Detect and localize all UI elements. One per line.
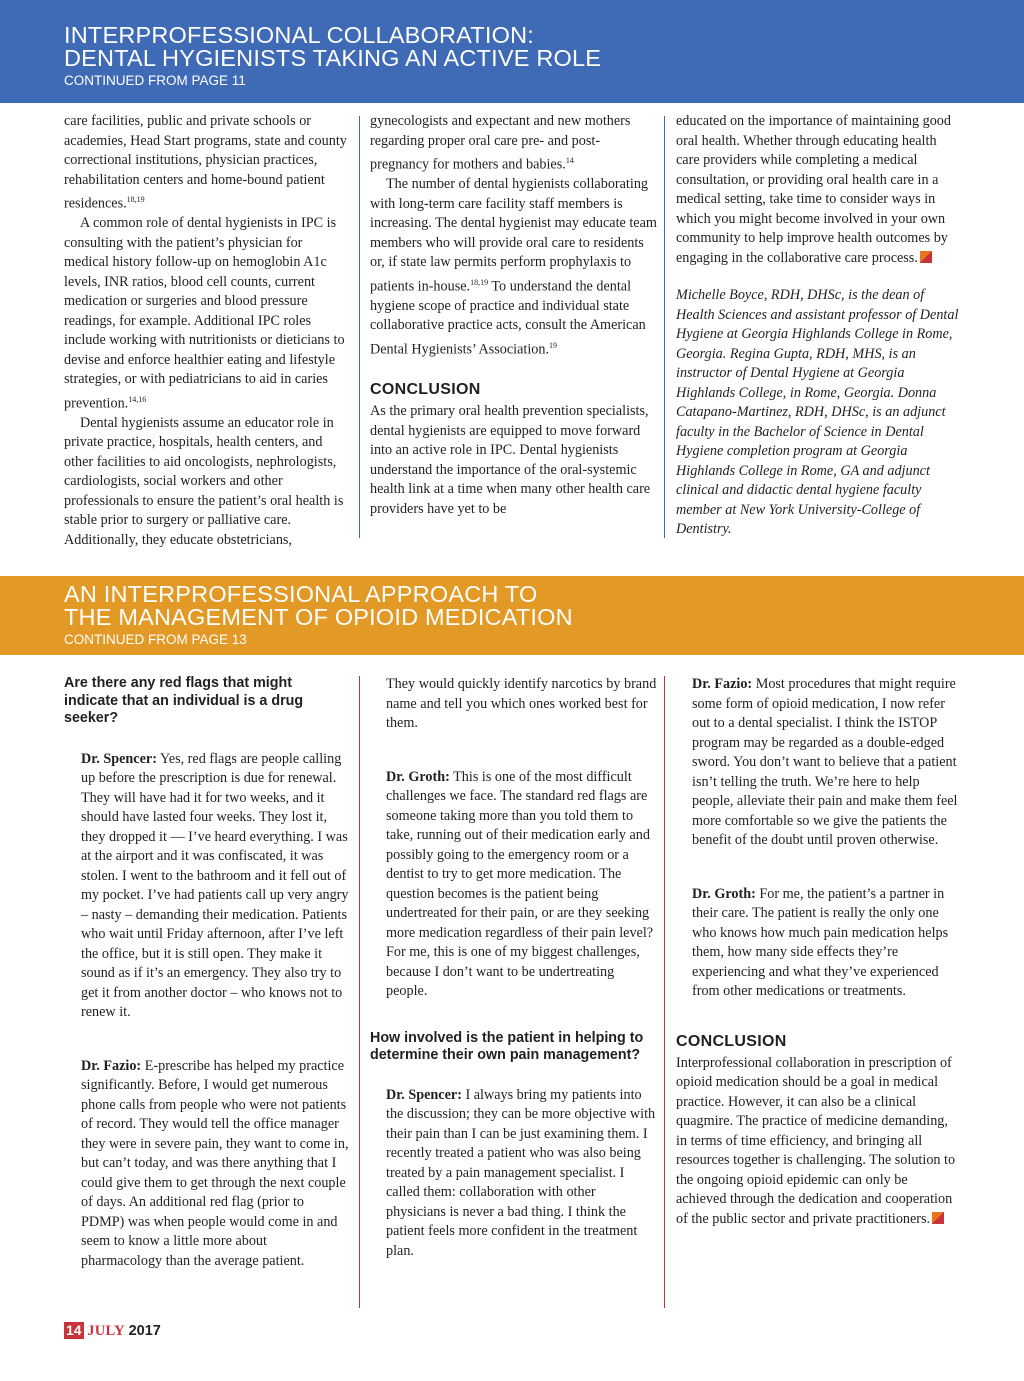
article-title: INTERPROFESSIONAL COLLABORATION: DENTAL HYGIENISTS TAKING AN ACTIVE ROLE bbox=[64, 22, 602, 71]
article1-column-3 bbox=[676, 112, 961, 540]
article1-column-2 bbox=[370, 112, 657, 519]
interview-answer: Dr. Fazio: E-prescribe has helped my practice significantly. Before, I would get numerous phone calls from people who were not patients of record. They would tell the office manager they were in severe pain, they want to come in, but can’t today, and was there anything that I could give them to get through the next couple of days. An additional red flag (prior to PDMP) was when people would come in and seem to know a little more about pharmacology than the average patient. bbox=[81, 1057, 349, 1269]
issue-year: 2017 bbox=[128, 1323, 161, 1339]
paragraph: The number of dental hygienists collaborating with long-term care facility staff members is increasing. The dental hygienist may educate team members who will provide oral care to residents or, if state law permits perform prophylaxis to patients in-house.$^{18,19}$ To understand the dental hygiene scope of practice and individual state collaborative practice acts, consult the American Dental Hygienists’ Association.$^{19}$ bbox=[370, 176, 657, 358]
paragraph: care facilities, public and private schools or academies, Head Start programs, state and county correctional institutions, physician practices, rehabilitation centers and home-bound patient residences.$^{18,19}$ bbox=[64, 113, 347, 212]
interview-answer: Dr. Groth: This is one of the most difficult challenges we face. The standard red flags are someone taking more than you told them to take, running out of their medication early and possibly going to the emergency room or a dentist to try to get more medication. The question becomes is the patient being undertreated for their pain, or are they seeking more medication regardless of their pain level? For me, this is one of my biggest challenges, because I don’t want to be undertreating people. bbox=[386, 768, 654, 999]
article-title: AN INTERPROFESSIONAL APPROACH TO THE MANAGEMENT OF OPIOID MEDICATION bbox=[64, 581, 573, 630]
paragraph: educated on the importance of maintaining good oral health. Whether through educating health care providers while completing a medical consultation, or providing oral health care in a medical setting, take time to consider ways in which you might become involved in your own community to help improve health outcomes by engaging in the collaborative care process. bbox=[676, 113, 951, 266]
article-header-ipc bbox=[0, 0, 1024, 103]
column-divider bbox=[359, 676, 360, 1308]
end-mark-icon bbox=[920, 251, 932, 263]
column-divider bbox=[664, 676, 665, 1308]
article2-column-2 bbox=[370, 675, 657, 1261]
continued-note: CONTINUED FROM PAGE 13 bbox=[64, 632, 247, 647]
end-mark-icon bbox=[932, 1212, 944, 1224]
article2-column-3 bbox=[676, 675, 961, 1229]
article2-column-1 bbox=[64, 675, 349, 1271]
column-divider bbox=[359, 116, 360, 538]
section-heading: CONCLUSION bbox=[370, 381, 481, 399]
interview-answer: Dr. Groth: For me, the patient’s a partner in their care. The patient is really the only one who knows how much pain medication helps them, how many side effects they’re experiencing and what they’ve experienced from other medications or treatments. bbox=[692, 885, 949, 999]
interview-answer: They would quickly identify narcotics by brand name and tell you which ones worked best for them. bbox=[386, 676, 657, 731]
column-divider bbox=[664, 116, 665, 538]
author-bio: Michelle Boyce, RDH, DHSc, is the dean of Health Sciences and assistant professor of Dental Hygiene at Georgia Highlands College in Rome, Georgia. Regina Gupta, RDH, MHS, is an instructor of Dental Hygiene at Georgia Highlands College, in Rome, Georgia. Donna Catapano-Martinez, RDH, DHSc, is an adjunct faculty in the Bachelor of Science in Dental Hygiene completion program at Georgia Highlands College in Rome, GA and adjunct clinical and didactic dental hygiene faculty member at New York University-College of Dentistry. bbox=[676, 287, 959, 537]
interview-question: Are there any red flags that might indicate that an individual is a drug seeker? bbox=[64, 675, 304, 726]
page-number: 14 bbox=[66, 1322, 82, 1338]
interview-answer: Dr. Spencer: Yes, red flags are people calling up before the prescription is due for renewal. They will have had it for two weeks, and it should have lasted four weeks. They lost it, they dropped it — I’ve heard everything. I was at the airport and it was confiscated, it was stolen. I went to the bathroom and it fell out of my pocket. I’ve had patients call up very angry – nasty – demanding their medication. Patients who wait until Friday afternoon, after I’ve left the office, but it is still open. They make it sound as if it’s an emergency. They also try to get it from another doctor – who knows not to renew it. bbox=[81, 750, 349, 1020]
section-heading: CONCLUSION bbox=[676, 1032, 787, 1050]
issue-month: JULY bbox=[87, 1323, 125, 1339]
interview-answer: Dr. Spencer: I always bring my patients into the discussion; they can be more objective with their pain than I can be just examining them. I recently treated a patient who was also being treated by a pain management specialist. I called them: collaboration with other physicians is never a bad thing. I think the patient feels more confident in the treatment plan. bbox=[386, 1086, 656, 1259]
paragraph: As the primary oral health prevention specialists, dental hygienists are equipped to move forward into an active role in IPC. Dental hygienists understand the importance of the oral-systemic health link at a time when many other health care providers have yet to be bbox=[370, 403, 651, 517]
paragraph: Interprofessional collaboration in prescription of opioid medication should be a goal in medical practice. However, it can also be a clinical quagmire. The practice of medicine demanding, in terms of time efficiency, and bringing all resources together is challenging. The solution to the ongoing opioid epidemic can only be achieved through the dedication and cooperation of the public sector and private practitioners. bbox=[676, 1054, 956, 1227]
paragraph: A common role of dental hygienists in IPC is consulting with the patient’s physician for medical history follow-up on hemoglobin A1c levels, INR ratios, blood cell counts, current medication or surgeries and blood pressure readings, for example. Additional IPC roles include working with nutritionists or dieticians to devise and enforce healthier eating and lifestyle strategies, or with pediatricians to aid in caries prevention.$^{14,16}$ bbox=[64, 215, 345, 412]
interview-question: How involved is the patient in helping to determine their own pain management? bbox=[370, 1029, 644, 1063]
article1-column-1 bbox=[64, 112, 347, 550]
continued-note: CONTINUED FROM PAGE 11 bbox=[64, 73, 246, 88]
interview-answer: Dr. Fazio: Most procedures that might require some form of opioid medication, I now refer out to a dental specialist. I think the ISTOP program may be regarded as a double-edged sword. You don’t want to believe that a patient isn’t telling the truth. We’re here to help people, alleviate their pain and make them feel more comfortable so we give the patients the benefit of the doubt until proven otherwise. bbox=[692, 676, 958, 848]
paragraph: Dental hygienists assume an educator role in private practice, hospitals, health centers, and other facilities to aid oncologists, nephrologists, cardiologists, social workers and other professionals to ensure the patient’s oral health is stable prior to surgery or palliative care. Additionally, they educate obstetricians, bbox=[64, 414, 344, 548]
paragraph: gynecologists and expectant and new mothers regarding proper oral care pre- and post-pregnancy for mothers and babies.$^{14}$ bbox=[370, 113, 631, 173]
article-header-opioid bbox=[0, 576, 1024, 655]
page-footer bbox=[64, 1322, 161, 1340]
